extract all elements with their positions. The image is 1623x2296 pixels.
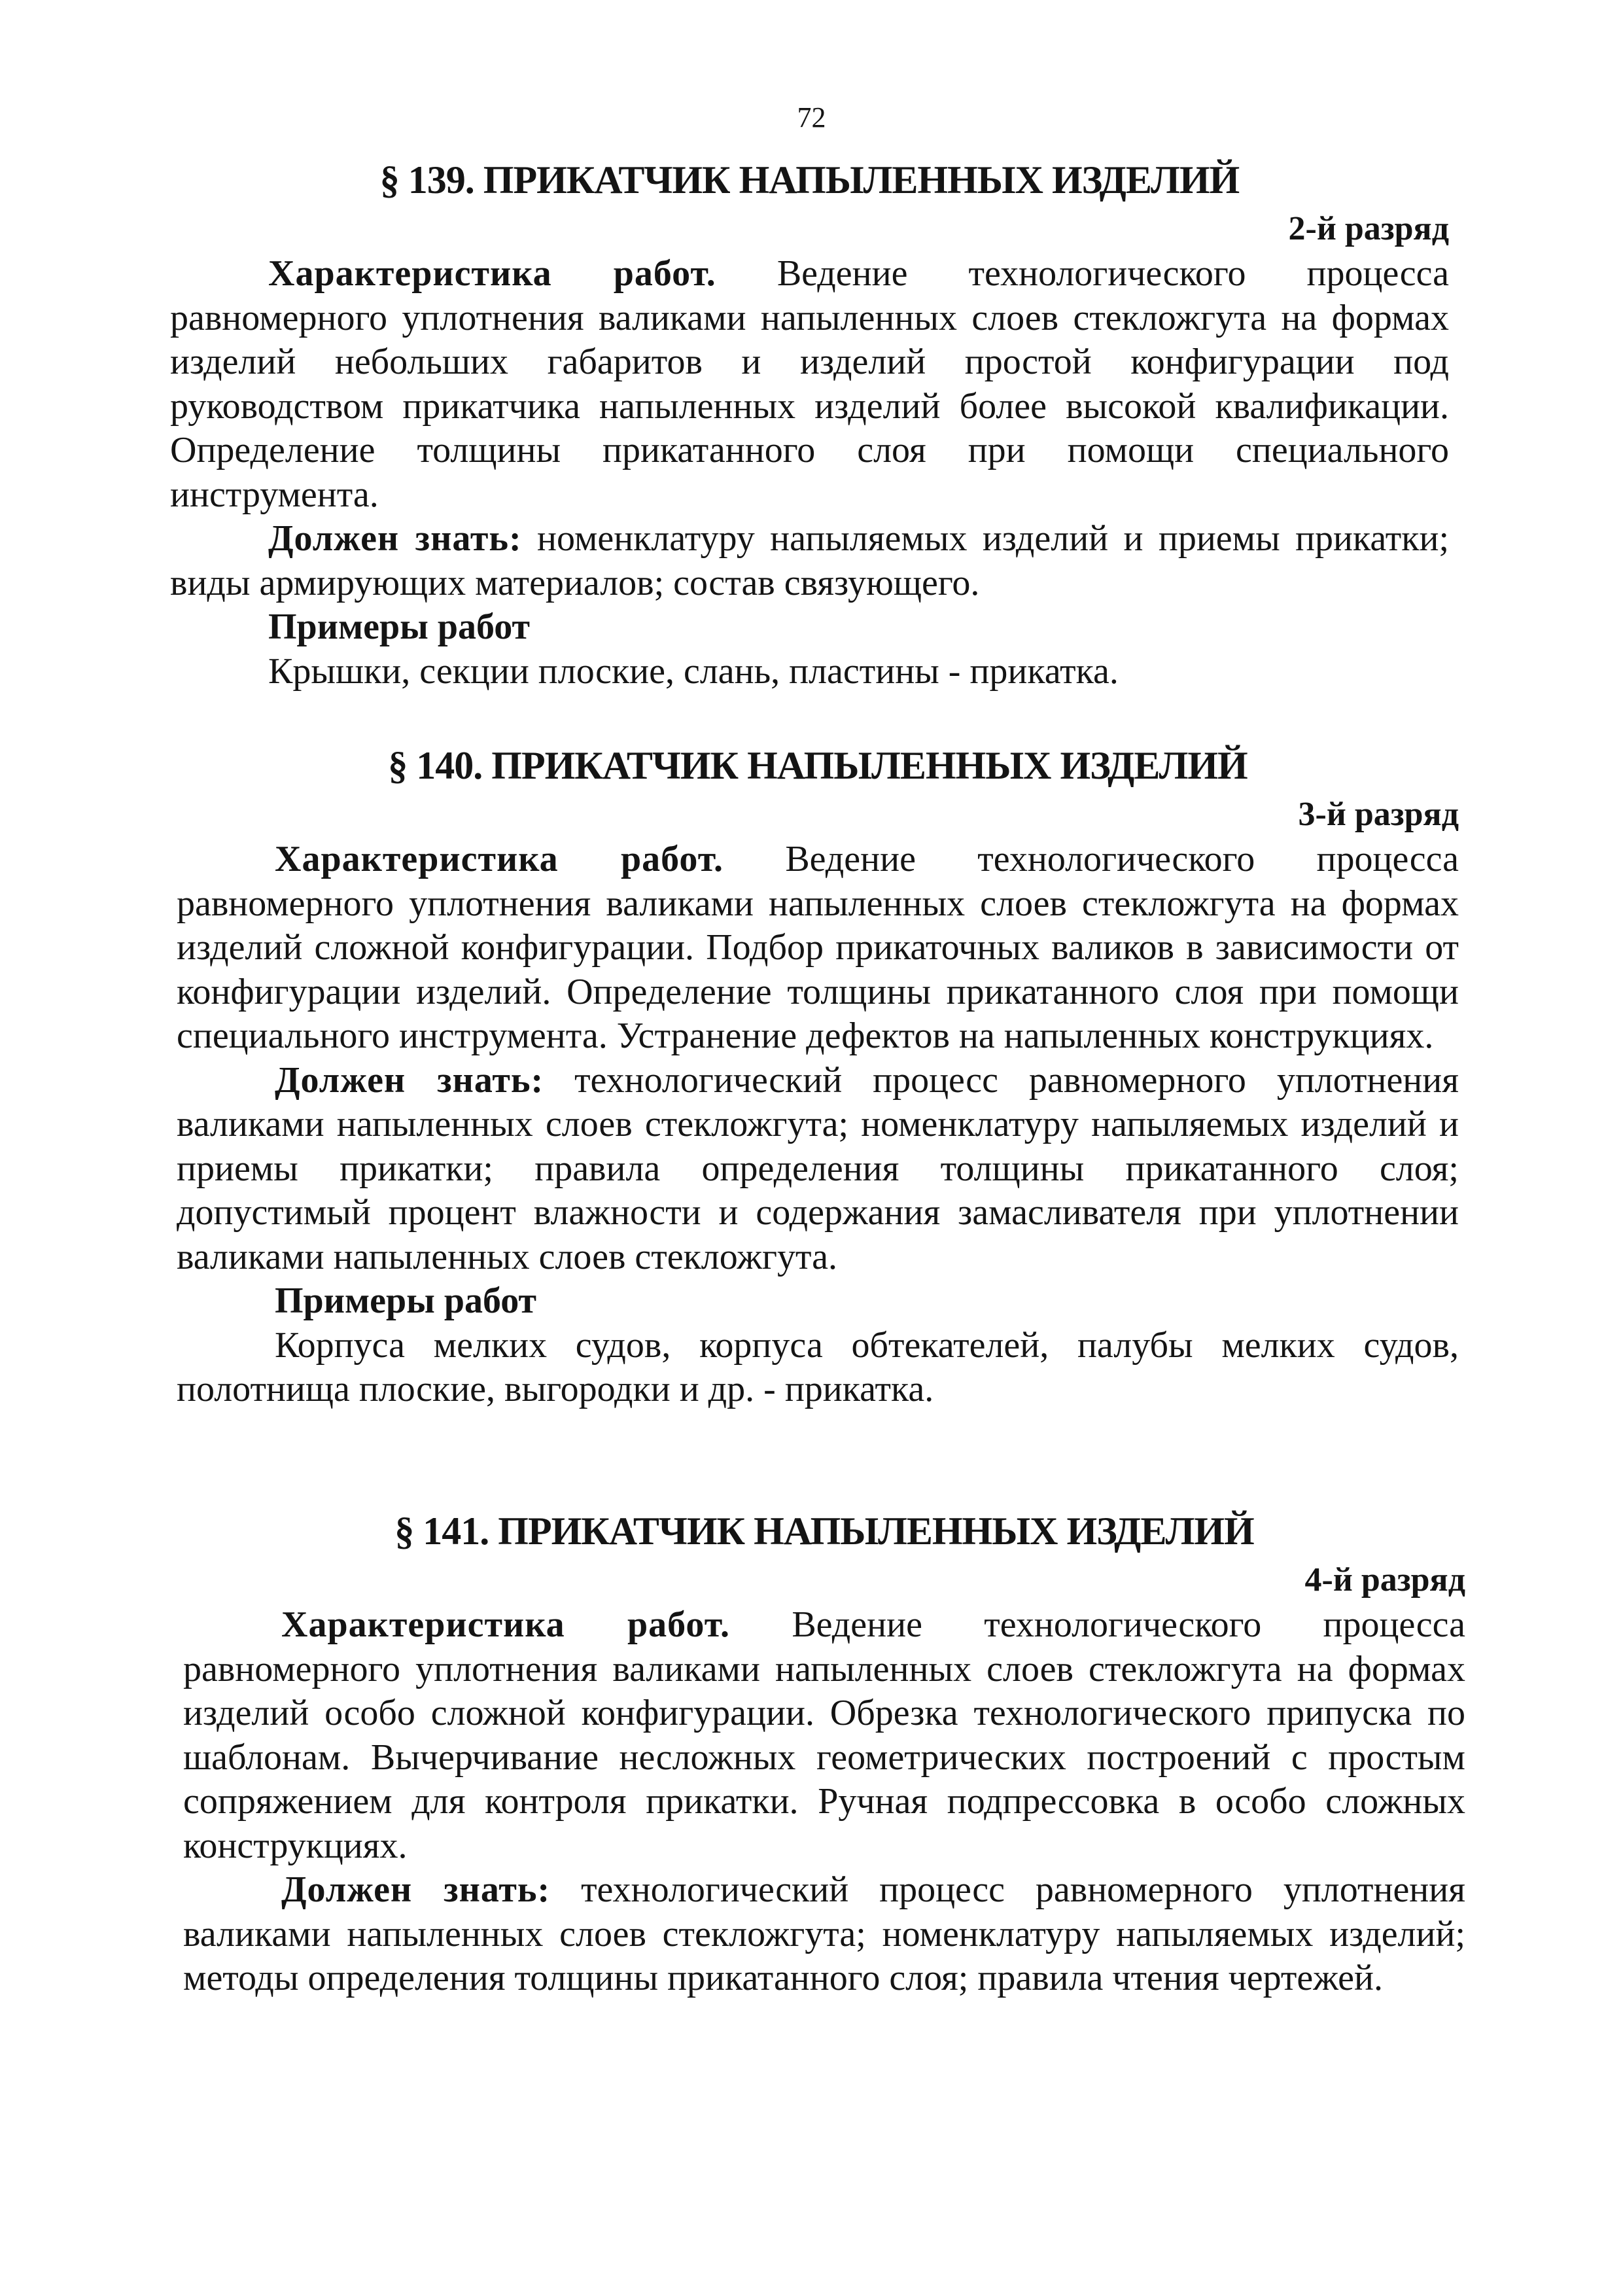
required-knowledge [177, 1059, 1459, 1280]
section-grade: 4-й разряд [1304, 1561, 1465, 1598]
required-knowledge [170, 517, 1449, 605]
section-139 [170, 154, 1449, 694]
examples-heading: Примеры работ [268, 607, 531, 647]
examples-text: Крышки, секции плоские, слань, пластины - прикатка. [268, 650, 1119, 692]
work-characteristic [170, 252, 1449, 517]
characteristic-label: Характеристика работ. [281, 1604, 730, 1645]
section-grade: 2-й разряд [1288, 210, 1449, 247]
knowledge-text: технологический процесс равномерного уплотнения валиками напыленных слоев стекложгута; номенклатуру напыляемых изделий и приемы прикатки; правила определения толщины прикатанного слоя; допустимый процент влажности и содержания замасливателя при уплотнении валиками напыленных слоев стекложгута. [177, 1059, 1459, 1277]
work-characteristic [183, 1603, 1465, 1868]
work-characteristic [177, 838, 1459, 1059]
knowledge-label: Должен знать: [281, 1869, 551, 1910]
section-title: § 139. ПРИКАТЧИК НАПЫЛЕННЫХ ИЗДЕЛИЙ [379, 158, 1240, 202]
section-title: § 141. ПРИКАТЧИК НАПЫЛЕННЫХ ИЗДЕЛИЙ [394, 1510, 1254, 1553]
section-140 [177, 739, 1459, 1412]
characteristic-text: Ведение технологического процесса равномерного уплотнения валиками напыленных слоев стекложгута на формах изделий сложной конфигурации. Подбор прикаточных валиков в зависимости от конфигурации изделий. Определение толщины прикатанного слоя при помощи специального инструмента. Устранение дефектов на напыленных конструкциях. [177, 839, 1459, 1056]
section-grade: 3-й разряд [1298, 796, 1459, 833]
knowledge-label: Должен знать: [275, 1059, 544, 1101]
examples-text: Корпуса мелких судов, корпуса обтекателей, палубы мелких судов, полотнища плоские, выгородки и др. - прикатка. [177, 1324, 1459, 1409]
characteristic-text: Ведение технологического процесса равномерного уплотнения валиками напыленных слоев стекложгута на формах изделий особо сложной конфигурации. Обрезка технологического припуска по шаблонам. Вычерчивание несложных геометрических построений с простым сопряжением для контроля прикатки. Ручная подпрессовка в особо сложных конструкциях. [183, 1604, 1465, 1866]
section-141 [183, 1505, 1465, 2001]
section-title: § 140. ПРИКАТЧИК НАПЫЛЕННЫХ ИЗДЕЛИЙ [388, 744, 1248, 787]
page-number: 72 [797, 101, 826, 133]
characteristic-label: Характеристика работ. [275, 839, 724, 879]
required-knowledge [183, 1868, 1465, 2001]
knowledge-text: технологический процесс равномерного уплотнения валиками напыленных слоев стекложгута; номенклатуру напыляемых изделий; методы определения толщины прикатанного слоя; правила чтения чертежей. [183, 1869, 1465, 1998]
characteristic-label: Характеристика работ. [268, 253, 716, 294]
examples-heading: Примеры работ [275, 1280, 537, 1321]
characteristic-text: Ведение технологического процесса равномерного уплотнения валиками напыленных слоев стекложгута на формах изделий небольших габаритов и изделий простой конфигурации под руководством прикатчика напыленных изделий более высокой квалификации. Определение толщины прикатанного слоя при помощи специального инструмента. [170, 253, 1449, 515]
knowledge-label: Должен знать: [268, 518, 522, 559]
knowledge-text: номенклатуру напыляемых изделий и приемы прикатки; виды армирующих материалов; состав связующего. [170, 518, 1449, 603]
